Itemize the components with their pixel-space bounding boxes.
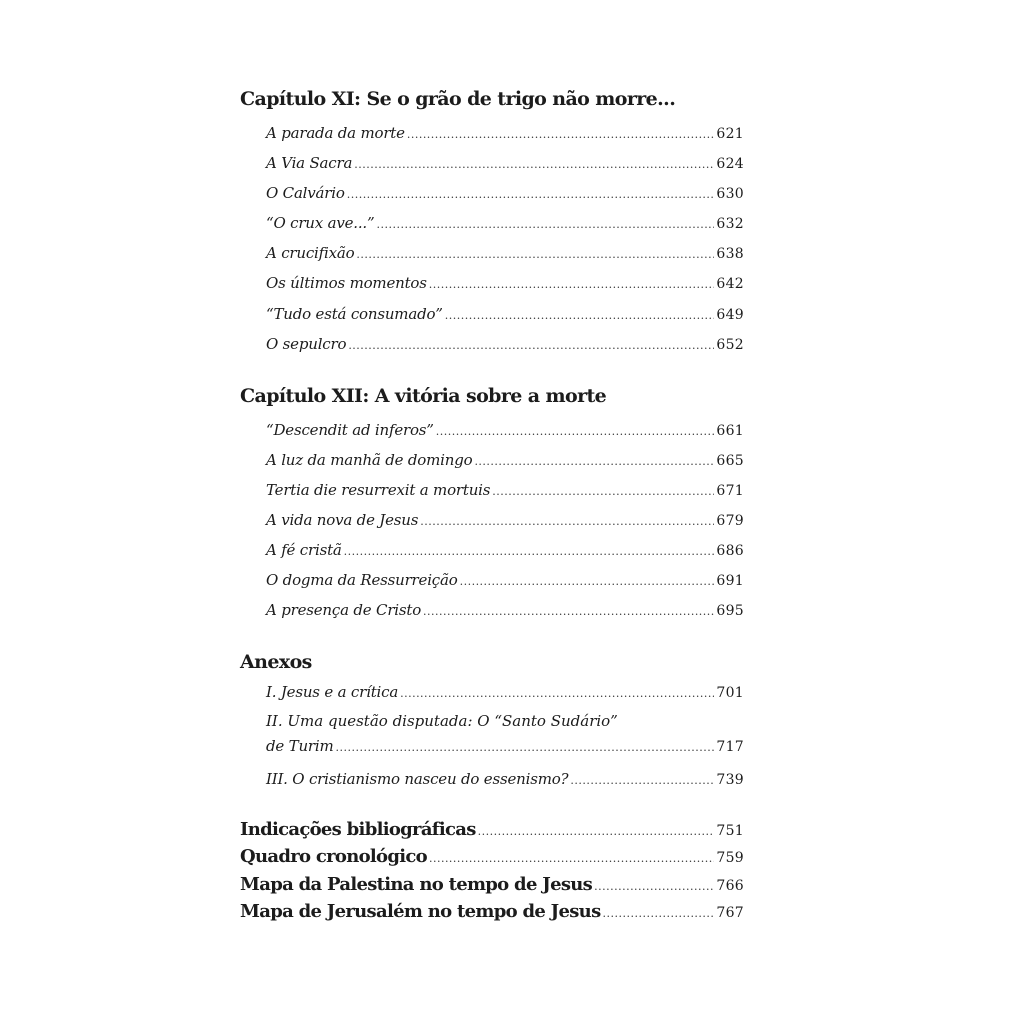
toc-entry[interactable]: [266, 238, 744, 268]
toc-entry[interactable]: [266, 329, 744, 359]
page-number: 686: [716, 543, 744, 560]
dot-leader: [603, 900, 715, 928]
toc-entry[interactable]: [240, 843, 744, 871]
dot-leader: [474, 447, 714, 477]
entry-label: O sepulcro: [266, 334, 347, 353]
toc-entry[interactable]: [266, 565, 744, 595]
dot-leader: [420, 507, 714, 537]
page-number: 624: [716, 156, 744, 173]
toc-entry[interactable]: [266, 415, 744, 445]
entry-label: Quadro cronológico: [240, 846, 427, 868]
dot-leader: [570, 766, 714, 796]
table-of-contents: [240, 84, 744, 926]
entry-label: A crucifixão: [266, 244, 355, 263]
entry-label-continued: de Turim: [266, 736, 334, 755]
entry-list: [240, 415, 744, 626]
toc-entry[interactable]: [266, 764, 744, 794]
dot-leader: [594, 873, 714, 901]
dot-leader: [423, 597, 714, 627]
page-number: 665: [716, 452, 744, 469]
dot-leader: [460, 567, 715, 597]
entry-list: [240, 118, 744, 359]
page-number: 638: [716, 246, 744, 263]
entry-label: II. Uma questão disputada: O “Santo Sudário”: [266, 711, 618, 730]
anexos-section: [240, 647, 744, 793]
entry-label: Indicações bibliográficas: [240, 818, 476, 840]
dot-leader: [429, 845, 714, 873]
dot-leader: [344, 537, 715, 567]
page-number: 630: [716, 186, 744, 203]
entry-label: O Calvário: [266, 184, 345, 203]
page-number: 739: [716, 771, 744, 788]
toc-entry[interactable]: [266, 535, 744, 565]
dot-leader: [348, 331, 714, 361]
page-number: 632: [716, 216, 744, 233]
toc-entry[interactable]: [266, 268, 744, 298]
entry-label: A parada da morte: [266, 124, 405, 142]
page-number: 621: [716, 126, 744, 142]
entry-continuation: [266, 734, 744, 764]
dot-leader: [376, 210, 714, 240]
section-title: Anexos: [240, 651, 312, 674]
entry-label: “O crux ave...”: [266, 214, 375, 233]
page-number: 701: [716, 685, 744, 702]
toc-entry[interactable]: [266, 445, 744, 475]
entry-label: Mapa da Palestina no tempo de Jesus: [240, 873, 593, 895]
toc-entry[interactable]: [240, 898, 744, 926]
toc-entry[interactable]: [240, 871, 744, 899]
entry-label: Tertia die resurrexit a mortuis: [266, 480, 491, 499]
entry-label: A presença de Cristo: [266, 601, 422, 620]
page-number: 642: [716, 276, 744, 293]
dot-leader: [336, 736, 715, 760]
entry-label: O dogma da Ressurreição: [266, 571, 458, 590]
page-number: 679: [716, 513, 744, 530]
toc-entry[interactable]: [266, 118, 744, 148]
dot-leader: [436, 417, 715, 447]
chapter-xi-section: [240, 84, 744, 359]
dot-leader: [354, 150, 714, 180]
dot-leader: [407, 120, 715, 150]
page-number: 649: [716, 306, 744, 323]
dot-leader: [445, 301, 715, 331]
page-number: 691: [716, 573, 744, 590]
toc-entry[interactable]: [266, 178, 744, 208]
dot-leader: [347, 180, 715, 210]
page-number: 652: [716, 336, 744, 353]
entry-label: Os últimos momentos: [266, 274, 427, 293]
chapter-title: Capítulo XI: Se o grão de trigo não morre...: [240, 88, 676, 110]
toc-entry[interactable]: [266, 148, 744, 178]
dot-leader: [356, 240, 714, 270]
page-number: 766: [716, 877, 744, 894]
entry-label: A vida nova de Jesus: [266, 511, 419, 530]
chapter-title: Capítulo XII: A vitória sobre a morte: [240, 384, 607, 407]
entry-label: I. Jesus e a crítica: [266, 683, 399, 702]
back-matter-list: [240, 816, 744, 926]
chapter-xii-section: [240, 381, 744, 626]
entry-label: III. O cristianismo nasceu do essenismo?: [266, 769, 569, 788]
entry-label: Mapa de Jerusalém no tempo de Jesus: [240, 901, 601, 923]
toc-entry[interactable]: [266, 475, 744, 505]
entry-list: [240, 677, 744, 793]
entry-label: A Via Sacra: [266, 154, 353, 173]
toc-entry[interactable]: [266, 208, 744, 238]
entry-label: “Tudo está consumado”: [266, 304, 443, 323]
page-number: 661: [716, 422, 744, 439]
page-number: 751: [716, 822, 744, 839]
toc-entry[interactable]: [266, 595, 744, 625]
entry-label: A luz da manhã de domingo: [266, 450, 473, 469]
dot-leader: [478, 818, 715, 846]
dot-leader: [492, 477, 714, 507]
toc-entry[interactable]: [266, 708, 744, 764]
entry-label: A fé cristã: [266, 541, 342, 560]
toc-entry[interactable]: [266, 299, 744, 329]
toc-entry[interactable]: [266, 677, 744, 707]
entry-label: “Descendit ad inferos”: [266, 420, 434, 439]
page-number: 695: [716, 603, 744, 620]
dot-leader: [400, 679, 714, 709]
page-number: 717: [716, 738, 744, 755]
page-number: 767: [716, 905, 744, 922]
page-number: 759: [716, 850, 744, 867]
dot-leader: [429, 270, 715, 300]
page-number: 671: [716, 482, 744, 499]
toc-entry[interactable]: [266, 505, 744, 535]
toc-entry[interactable]: [240, 816, 744, 844]
